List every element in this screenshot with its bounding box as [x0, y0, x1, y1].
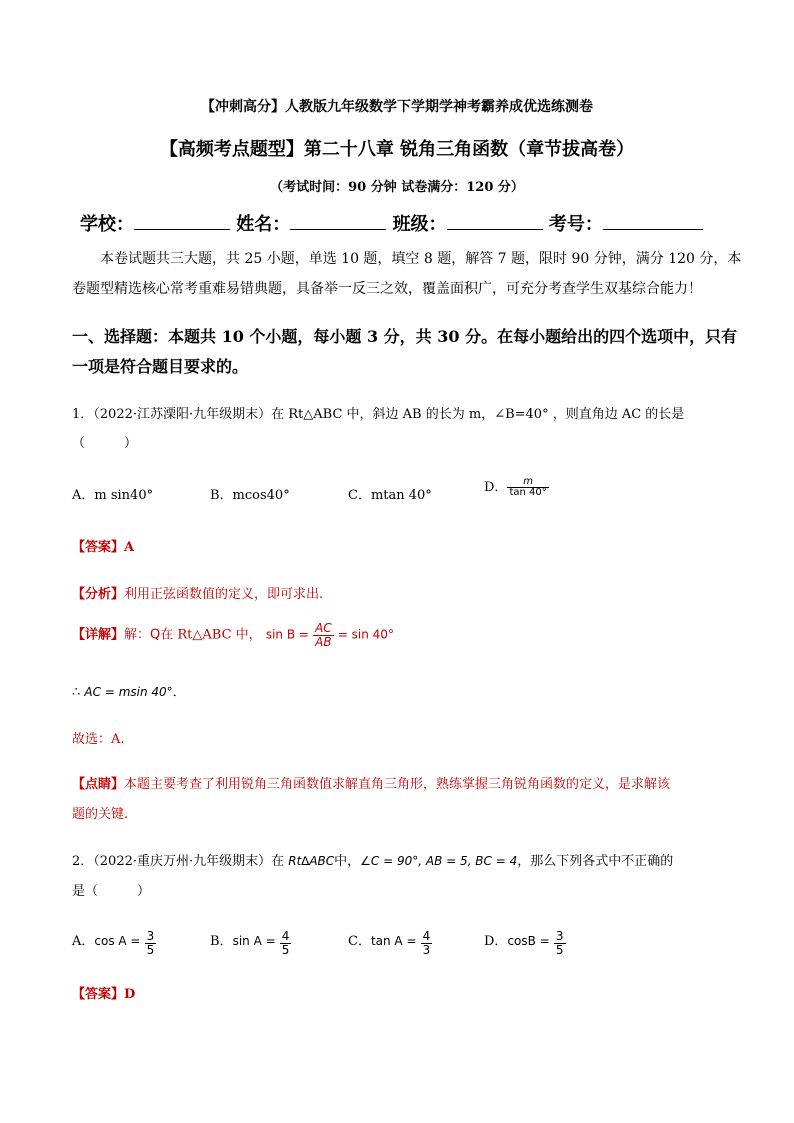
q1-comment-line-1	[72, 773, 670, 792]
section-1-heading-line-2: 一项是符合题目要求的。	[72, 357, 249, 376]
q1-detail-tag: 【详解】	[72, 627, 125, 643]
q2-stem-line-2: 是（ ）	[72, 884, 151, 899]
section-1-heading-line-1: 一、选择题：本题共 10 个小题，每小题 3 分，共 30 分。在每小题给出的四个选项中，只有	[72, 327, 738, 346]
exam-number-label: 考号：	[548, 214, 603, 235]
q1-detail-prefix: 解：	[124, 627, 151, 643]
q1-detail-equals: = sin 40°	[337, 627, 394, 642]
q2-option-a-denominator: 5	[146, 943, 155, 957]
school-label: 学校：	[80, 214, 134, 235]
q2-stem-mid: 中，	[334, 854, 361, 869]
q1-option-a[interactable]: A．m sin40°	[72, 488, 154, 503]
q1-option-d-fraction	[507, 477, 548, 499]
q1-sinb: sin B =	[265, 627, 309, 642]
exam-info: （考试时间：90 分钟 试卷满分：120 分）	[270, 180, 524, 195]
q2-option-a-numerator: 3	[146, 929, 155, 944]
q2-option-c-numerator: 4	[422, 929, 431, 944]
q1-option-c[interactable]: C．mtan 40°	[348, 488, 432, 503]
info-fields	[80, 210, 703, 236]
intro-line-2: 卷题型精选核心常考重难易错典题，具备举一反三之效，覆盖面积广，可充分考查学生双基综合能力！	[72, 281, 702, 297]
chapter-title: 【高频考点题型】第二十八章 锐角三角函数（章节拔高卷）	[159, 139, 635, 160]
q2-conditions: ∠C = 90°, AB = 5, BC = 4	[360, 854, 518, 868]
q2-option-c-fraction	[421, 930, 433, 956]
q1-detail-fraction	[313, 622, 334, 648]
q2-answer-tag: 【答案】	[72, 987, 125, 1002]
intro-line-1: 本卷试题共三大题，共 25 小题，单选 10 题，填空 8 题，解答 7 题，限时 90 分钟，满分 120 分，本	[100, 251, 742, 267]
q1-analysis-text: 利用正弦函数值的定义，即可求出.	[124, 587, 324, 602]
q2-option-d-prefix: D．	[484, 934, 508, 949]
q1-detail	[72, 622, 394, 648]
q2-option-c[interactable]	[348, 930, 432, 957]
q1-choose: 故选：A.	[72, 732, 125, 747]
name-blank[interactable]	[290, 212, 386, 230]
q1-therefore-end: ．	[172, 685, 186, 700]
q1-detail-numerator: AC	[315, 621, 332, 635]
school-blank[interactable]	[134, 212, 230, 230]
q1-stem-line-2: （ ）	[72, 436, 138, 451]
q2-option-b-denominator: 5	[281, 943, 290, 957]
q2-option-b[interactable]	[210, 930, 291, 957]
q1-comment-tag: 【点睛】	[72, 777, 125, 792]
q1-comment-text: 本题主要考查了利用锐角三角函数值求解直角三角形，熟练掌握三角锐角函数的定义，是求解该	[124, 777, 671, 792]
q2-option-a-prefix: A．	[72, 934, 95, 949]
q1-answer-tag: 【答案】	[72, 540, 125, 555]
q2-answer-value: D	[124, 987, 136, 1002]
q1-stem-line-1: 1．（2022·江苏溧阳·九年级期末）在 Rt△ABC 中，斜边 AB 的长为 m，∠B=40° ，则直角边 AC 的长是	[72, 407, 685, 422]
q1-therefore	[72, 681, 186, 700]
q2-option-b-fraction	[280, 930, 292, 956]
q2-option-b-prefix: B．	[210, 934, 233, 949]
series-title: 【冲刺高分】人教版九年级数学下学期学神考霸养成优选练测卷	[201, 99, 593, 115]
q2-option-b-fn: sin A =	[232, 934, 276, 948]
q1-detail-text: 在 Rt△ABC 中，	[160, 627, 262, 643]
q2-option-a-fraction	[145, 930, 157, 956]
class-label: 班级：	[392, 214, 447, 235]
q1-answer-value: A	[124, 540, 135, 555]
q1-option-d-prefix: D．	[484, 480, 508, 495]
exam-number-blank[interactable]	[603, 212, 703, 230]
q2-option-d[interactable]	[484, 930, 566, 957]
q2-answer	[72, 983, 135, 1002]
class-blank[interactable]	[447, 212, 543, 230]
q2-triangle: Rt∆ABC	[288, 854, 335, 868]
q2-option-c-fn: tan A =	[370, 934, 417, 948]
q2-option-a-fn: cos A =	[94, 934, 141, 948]
q1-option-d-denominator: tan 40°	[509, 487, 547, 498]
name-label: 姓名：	[236, 214, 291, 235]
q1-comment-line-2: 题的关键.	[72, 807, 129, 822]
q2-option-b-numerator: 4	[281, 929, 290, 944]
q2-option-d-fraction	[554, 930, 566, 956]
q2-options	[72, 922, 672, 962]
q1-detail-denominator: AB	[315, 634, 332, 649]
q2-option-c-denominator: 3	[422, 943, 431, 957]
q2-option-d-numerator: 3	[555, 929, 564, 944]
q1-analysis	[72, 583, 323, 602]
q1-option-b[interactable]: B．mcos40°	[210, 488, 290, 503]
q1-option-d-numerator: m	[507, 477, 548, 489]
q2-option-c-prefix: C．	[348, 934, 371, 949]
q2-stem-end: ，那么下列各式中不正确的	[517, 854, 674, 869]
q2-option-d-fn: cosB =	[507, 934, 550, 948]
q2-stem-line-1	[72, 850, 673, 869]
q1-option-d[interactable]	[484, 476, 549, 499]
q1-therefore-expr: AC = msin 40°	[84, 685, 173, 699]
q2-option-d-denominator: 5	[555, 943, 564, 957]
q1-because-symbol: Q	[150, 627, 161, 643]
q1-answer	[72, 536, 134, 555]
q2-option-a[interactable]	[72, 930, 156, 957]
q1-therefore-symbol: ∴	[72, 685, 81, 700]
q2-stem-prefix: 2．（2022·重庆万州·九年级期末）在	[72, 854, 285, 869]
q1-analysis-tag: 【分析】	[72, 587, 125, 602]
